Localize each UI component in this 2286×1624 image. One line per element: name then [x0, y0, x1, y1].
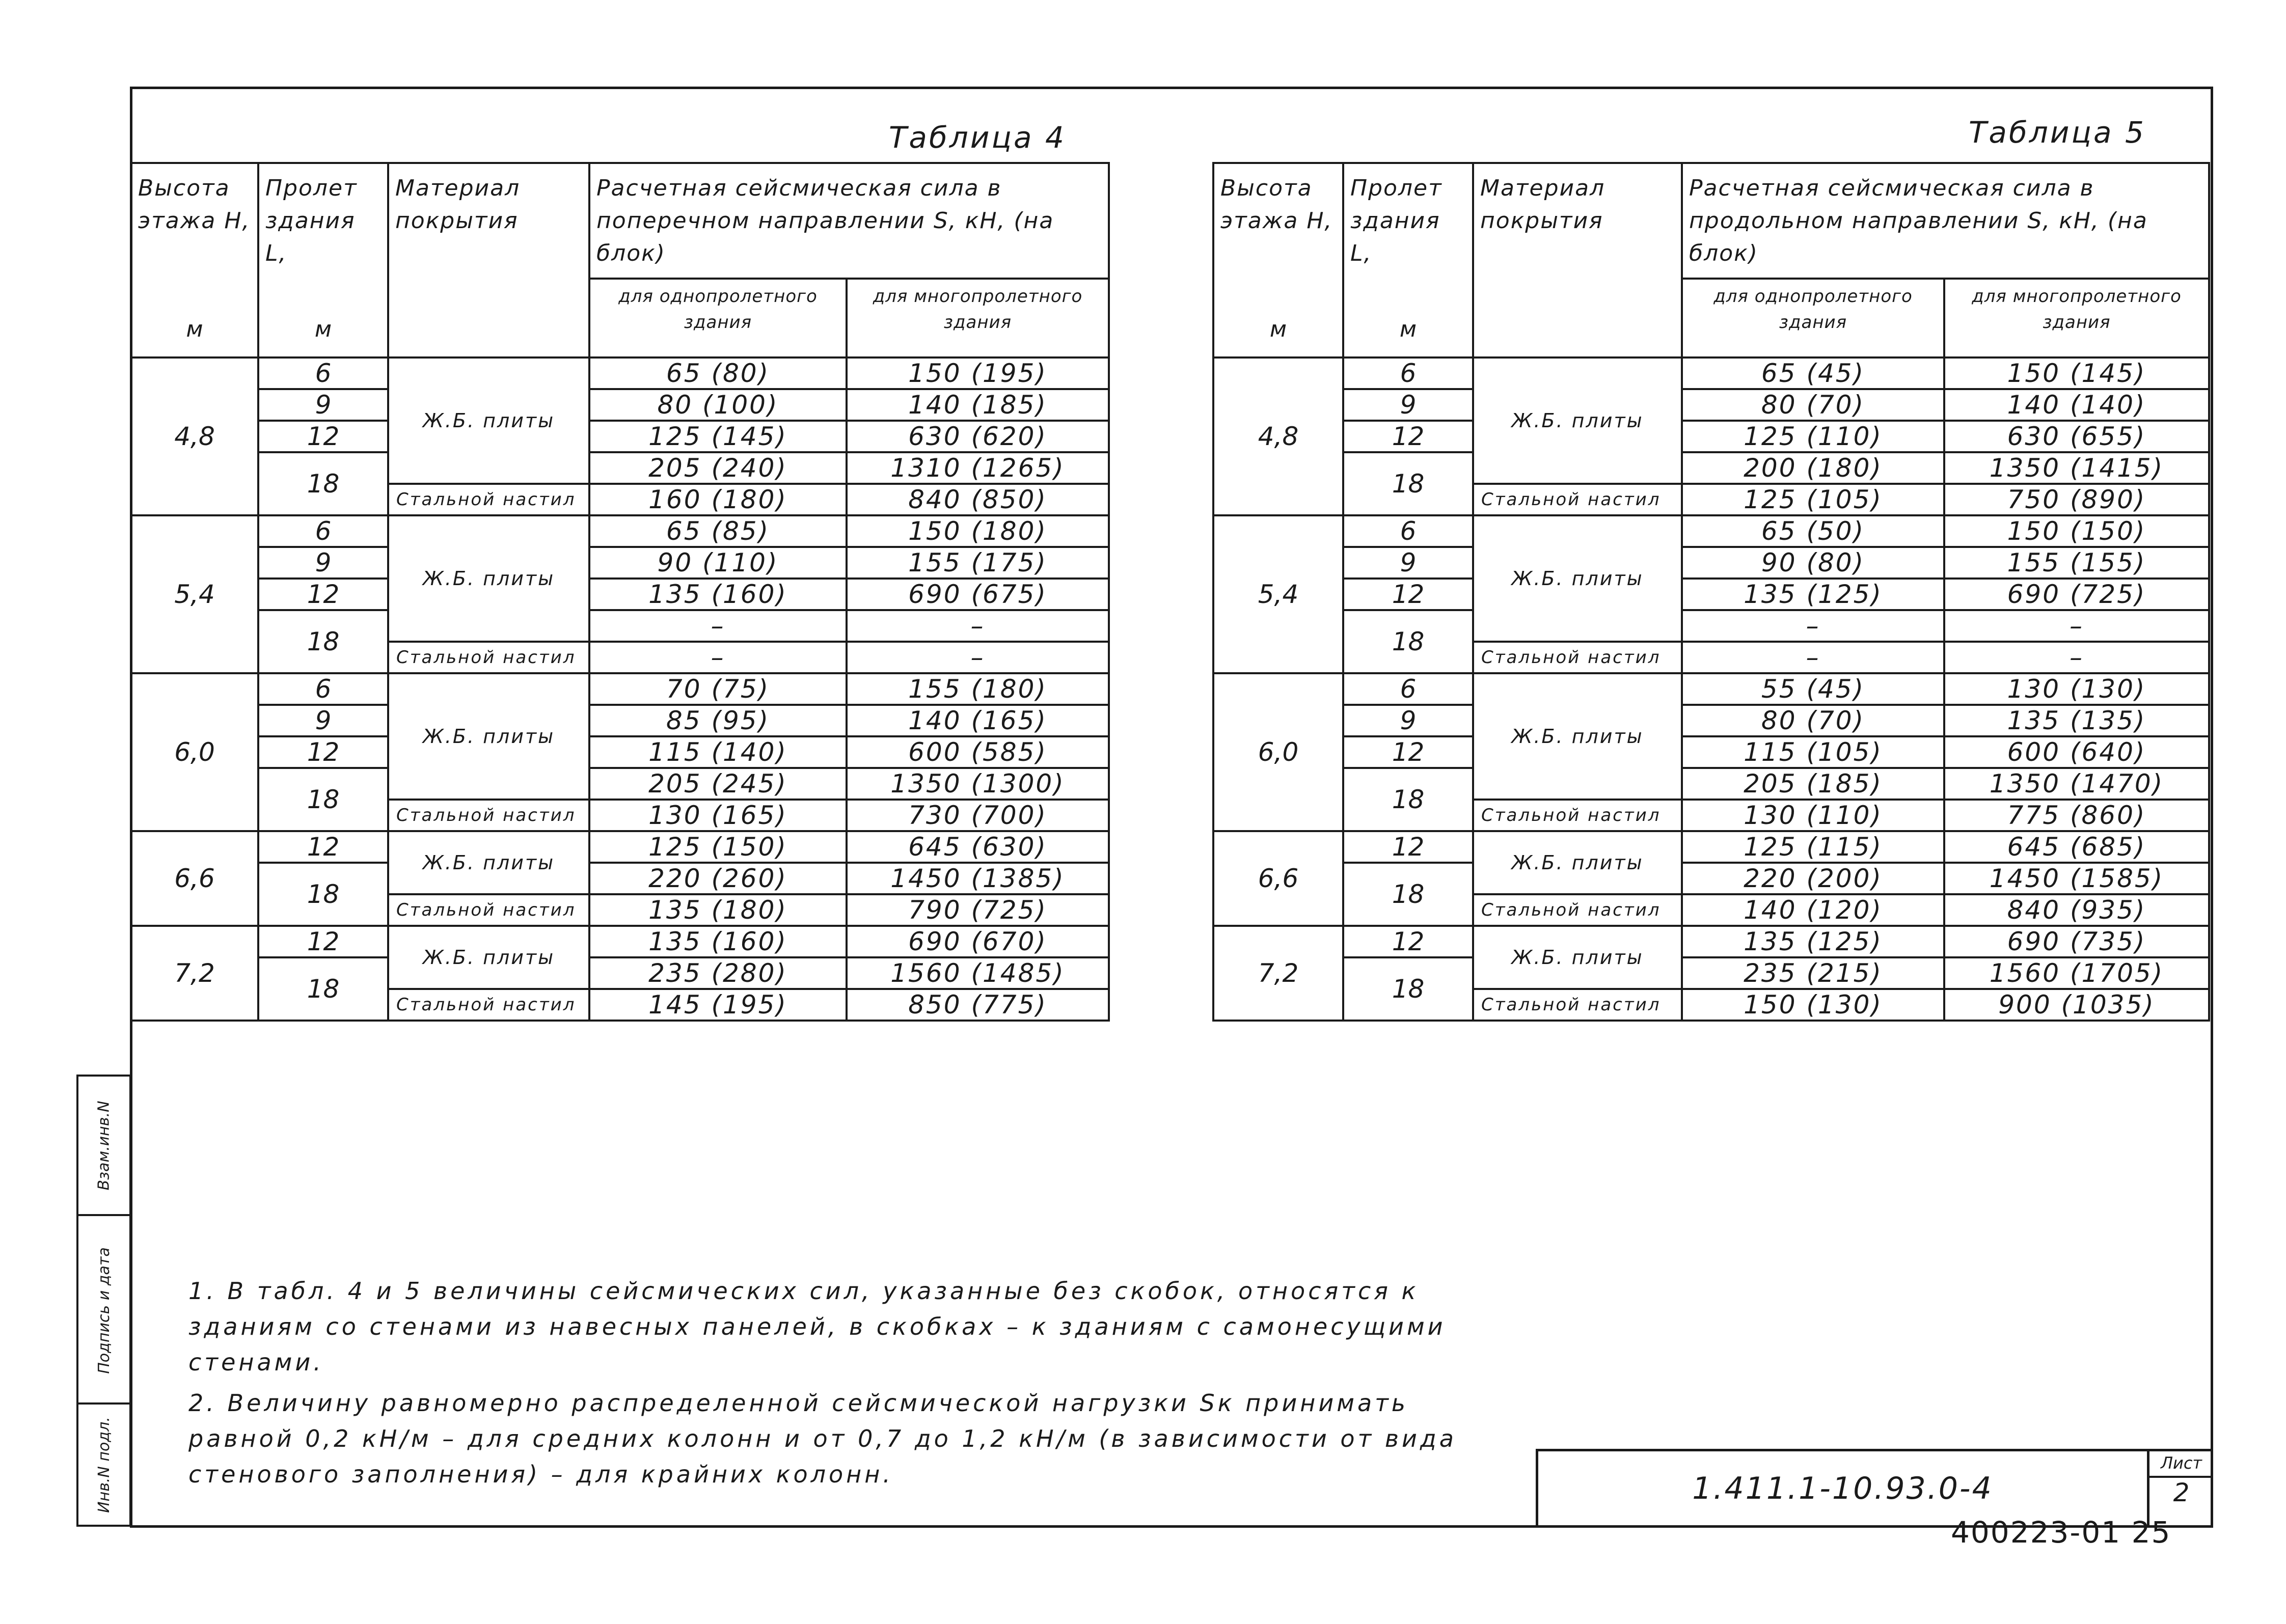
- t5-span: 9: [1343, 389, 1473, 421]
- t4-single-value: 205 (240): [589, 452, 847, 484]
- t5-multi-value: 130 (130): [1944, 673, 2209, 705]
- t4-row: [131, 768, 1109, 800]
- t4-multi-value: 150 (180): [847, 515, 1109, 547]
- t5-material: Ж.Б. плиты: [1473, 515, 1682, 642]
- t4-single-value: 205 (245): [589, 768, 847, 800]
- t5-span: 9: [1343, 547, 1473, 579]
- t5-single-value: 130 (110): [1682, 800, 1944, 831]
- t5-span: 12: [1343, 831, 1473, 863]
- t4-multi-value: 645 (630): [847, 831, 1109, 863]
- t5-single-value: 80 (70): [1682, 389, 1944, 421]
- t4-height-header: Высота этажа Н,: [131, 163, 258, 301]
- t4-row: [131, 863, 1109, 894]
- t5-multi-value: 645 (685): [1944, 831, 2209, 863]
- t5-material-header: Материал покрытия: [1473, 163, 1682, 357]
- t4-row: [131, 957, 1109, 989]
- t4-row: [131, 357, 1109, 389]
- t5-multi-value: 1350 (1470): [1944, 768, 2209, 800]
- t4-single-value: –: [589, 610, 847, 642]
- t4-multi-header: для многопролетного здания: [847, 279, 1109, 357]
- t4-span: 6: [258, 673, 388, 705]
- t5-multi-value: 900 (1035): [1944, 989, 2209, 1021]
- t5-span: 18: [1343, 610, 1473, 673]
- t4-material: Ж.Б. плиты: [388, 515, 589, 642]
- t4-span: 9: [258, 705, 388, 736]
- t4-span: 18: [258, 768, 388, 831]
- t4-single-value: 65 (80): [589, 357, 847, 389]
- title-block: [1536, 1449, 2211, 1525]
- t5-multi-value: 1350 (1415): [1944, 452, 2209, 484]
- table5-title: Таблица 5: [1969, 115, 2146, 150]
- t4-row: [131, 673, 1109, 705]
- t5-multi-value: 1450 (1585): [1944, 863, 2209, 894]
- sheet-label: Лист: [2149, 1453, 2213, 1478]
- t5-single-value: 65 (45): [1682, 357, 1944, 389]
- t4-single-value: 135 (180): [589, 894, 847, 926]
- t4-force-header: Расчетная сейсмическая сила в поперечном направлении S, кН, (на блок): [589, 163, 1109, 279]
- t5-row: [1213, 831, 2209, 863]
- t4-single-header: для однопролетного здания: [589, 279, 847, 357]
- t5-multi-value: 690 (725): [1944, 579, 2209, 610]
- t4-single-value: 145 (195): [589, 989, 847, 1021]
- t4-multi-value: 155 (180): [847, 673, 1109, 705]
- t4-row: [131, 736, 1109, 768]
- t5-single-value: 140 (120): [1682, 894, 1944, 926]
- t5-multi-value: 140 (140): [1944, 389, 2209, 421]
- t5-span: 18: [1343, 957, 1473, 1021]
- t5-single-value: 115 (105): [1682, 736, 1944, 768]
- t5-row: [1213, 547, 2209, 579]
- t4-single-value: 135 (160): [589, 579, 847, 610]
- t4-span: 12: [258, 736, 388, 768]
- t5-floor-height: 7,2: [1213, 926, 1343, 1021]
- side-stamp: [76, 1075, 131, 1527]
- t5-span: 18: [1343, 768, 1473, 831]
- t5-single-value: 205 (185): [1682, 768, 1944, 800]
- t5-multi-header: для многопролетного здания: [1944, 279, 2209, 357]
- t4-row: [131, 515, 1109, 547]
- t4-multi-value: 690 (670): [847, 926, 1109, 957]
- t5-span: 6: [1343, 357, 1473, 389]
- t5-span-header: Пролет здания L,: [1343, 163, 1473, 301]
- t4-multi-value: 630 (620): [847, 421, 1109, 452]
- t5-single-value: 125 (110): [1682, 421, 1944, 452]
- t5-span-unit: м: [1343, 301, 1473, 357]
- t5-multi-value: 155 (155): [1944, 547, 2209, 579]
- t4-single-value: 85 (95): [589, 705, 847, 736]
- side-cell-signature: Подпись и дата: [78, 1214, 129, 1405]
- t4-material-header: Материал покрытия: [388, 163, 589, 357]
- t4-row: [131, 579, 1109, 610]
- t5-multi-value: 840 (935): [1944, 894, 2209, 926]
- t5-single-value: 55 (45): [1682, 673, 1944, 705]
- table4-title: Таблица 4: [889, 120, 1066, 155]
- t5-span: 6: [1343, 673, 1473, 705]
- t5-material: Ж.Б. плиты: [1473, 357, 1682, 484]
- t4-single-value: 125 (145): [589, 421, 847, 452]
- t4-single-value: 220 (260): [589, 863, 847, 894]
- t5-row: [1213, 957, 2209, 989]
- t5-single-header: для однопролетного здания: [1682, 279, 1944, 357]
- t4-span: 6: [258, 357, 388, 389]
- t4-multi-value: –: [847, 642, 1109, 673]
- sheet-box: [2147, 1451, 2213, 1525]
- t4-floor-height: 5,4: [131, 515, 258, 673]
- t5-floor-height: 6,0: [1213, 673, 1343, 831]
- t5-row: [1213, 736, 2209, 768]
- t5-span: 18: [1343, 863, 1473, 926]
- t4-span: 18: [258, 610, 388, 673]
- t4-span: 9: [258, 547, 388, 579]
- t5-span: 9: [1343, 705, 1473, 736]
- inventory-number: 400223-01 25: [1951, 1515, 2171, 1550]
- t5-row: [1213, 579, 2209, 610]
- table4: [130, 162, 1110, 1022]
- t4-multi-value: 140 (165): [847, 705, 1109, 736]
- t5-multi-value: –: [1944, 610, 2209, 642]
- t5-span: 12: [1343, 926, 1473, 957]
- t4-row: [131, 452, 1109, 484]
- t5-multi-value: 150 (145): [1944, 357, 2209, 389]
- t4-multi-value: –: [847, 610, 1109, 642]
- t5-single-value: 220 (200): [1682, 863, 1944, 894]
- t5-row: [1213, 863, 2209, 894]
- t4-material: Ж.Б. плиты: [388, 926, 589, 989]
- t4-material: Ж.Б. плиты: [388, 831, 589, 894]
- t5-multi-value: 750 (890): [1944, 484, 2209, 515]
- t4-span-header: Пролет здания L,: [258, 163, 388, 301]
- t4-material: Стальной настил: [388, 642, 589, 673]
- note-1: 1. В табл. 4 и 5 величины сейсмических сил, указанные без скобок, относятся к зданиям со стенами из навесных панелей, в скобках – к зданиям с самонесущими стенами.: [188, 1277, 1446, 1376]
- sheet-number: 2: [2173, 1478, 2190, 1507]
- t5-multi-value: 600 (640): [1944, 736, 2209, 768]
- t5-row: [1213, 452, 2209, 484]
- t4-height-unit: м: [131, 301, 258, 357]
- t5-span: 18: [1343, 452, 1473, 515]
- t5-single-value: 200 (180): [1682, 452, 1944, 484]
- t4-row: [131, 389, 1109, 421]
- t5-row: [1213, 421, 2209, 452]
- t4-multi-value: 600 (585): [847, 736, 1109, 768]
- t5-single-value: 135 (125): [1682, 926, 1944, 957]
- t5-multi-value: 690 (735): [1944, 926, 2209, 957]
- t4-row: [131, 547, 1109, 579]
- t4-span: 12: [258, 421, 388, 452]
- t4-row: [131, 705, 1109, 736]
- t5-row: [1213, 673, 2209, 705]
- t4-span: 12: [258, 926, 388, 957]
- t5-material: Ж.Б. плиты: [1473, 673, 1682, 800]
- t5-floor-height: 4,8: [1213, 357, 1343, 515]
- t5-single-value: 150 (130): [1682, 989, 1944, 1021]
- t4-material: Стальной настил: [388, 484, 589, 515]
- t5-single-value: 125 (105): [1682, 484, 1944, 515]
- t5-multi-value: 135 (135): [1944, 705, 2209, 736]
- t5-material: Стальной настил: [1473, 484, 1682, 515]
- t4-span: 9: [258, 389, 388, 421]
- t5-row: [1213, 926, 2209, 957]
- t4-row: [131, 926, 1109, 957]
- t4-row: [131, 610, 1109, 642]
- t4-multi-value: 1350 (1300): [847, 768, 1109, 800]
- t4-single-value: 135 (160): [589, 926, 847, 957]
- t4-span: 12: [258, 579, 388, 610]
- t4-span: 18: [258, 863, 388, 926]
- t4-multi-value: 1450 (1385): [847, 863, 1109, 894]
- t5-height-unit: м: [1213, 301, 1343, 357]
- t4-floor-height: 6,6: [131, 831, 258, 926]
- t5-material: Стальной настил: [1473, 642, 1682, 673]
- t5-material: Стальной настил: [1473, 894, 1682, 926]
- t5-span: 6: [1343, 515, 1473, 547]
- t4-single-value: 235 (280): [589, 957, 847, 989]
- side-cell-original-inv: Инв.N подл.: [78, 1402, 129, 1525]
- t4-row: [131, 831, 1109, 863]
- t5-height-header: Высота этажа Н,: [1213, 163, 1343, 301]
- t4-single-value: 130 (165): [589, 800, 847, 831]
- t5-single-value: 125 (115): [1682, 831, 1944, 863]
- t5-material: Ж.Б. плиты: [1473, 926, 1682, 989]
- t5-multi-value: 1560 (1705): [1944, 957, 2209, 989]
- t5-floor-height: 5,4: [1213, 515, 1343, 673]
- t4-span: 6: [258, 515, 388, 547]
- t4-material: Стальной настил: [388, 800, 589, 831]
- t5-multi-value: 630 (655): [1944, 421, 2209, 452]
- t4-multi-value: 690 (675): [847, 579, 1109, 610]
- t4-span-unit: м: [258, 301, 388, 357]
- t5-span: 12: [1343, 421, 1473, 452]
- t5-material: Стальной настил: [1473, 800, 1682, 831]
- t4-material: Стальной настил: [388, 989, 589, 1021]
- t4-single-value: 70 (75): [589, 673, 847, 705]
- t5-floor-height: 6,6: [1213, 831, 1343, 926]
- t4-material: Ж.Б. плиты: [388, 357, 589, 484]
- t5-force-header: Расчетная сейсмическая сила в продольном направлении S, кН, (на блок): [1682, 163, 2209, 279]
- t4-single-value: 65 (85): [589, 515, 847, 547]
- t5-row: [1213, 357, 2209, 389]
- t5-multi-value: 775 (860): [1944, 800, 2209, 831]
- t5-row: [1213, 515, 2209, 547]
- t4-multi-value: 150 (195): [847, 357, 1109, 389]
- t4-single-value: 80 (100): [589, 389, 847, 421]
- notes: [188, 1273, 1462, 1497]
- t5-single-value: 90 (80): [1682, 547, 1944, 579]
- t4-span: 18: [258, 452, 388, 515]
- t5-single-value: 235 (215): [1682, 957, 1944, 989]
- note-2: 2. Величину равномерно распределенной сейсмической нагрузки Sк принимать равной 0,2 кН/м – для средних колонн и от 0,7 до 1,2 кН/м (в зависимости от вида стенового заполнения) – для крайних колонн.: [188, 1389, 1457, 1488]
- t4-single-value: 115 (140): [589, 736, 847, 768]
- t5-single-value: 65 (50): [1682, 515, 1944, 547]
- t4-multi-value: 840 (850): [847, 484, 1109, 515]
- t5-single-value: –: [1682, 642, 1944, 673]
- t5-single-value: 135 (125): [1682, 579, 1944, 610]
- t5-row: [1213, 610, 2209, 642]
- t4-multi-value: 1560 (1485): [847, 957, 1109, 989]
- t5-row: [1213, 705, 2209, 736]
- t4-span: 12: [258, 831, 388, 863]
- t4-floor-height: 4,8: [131, 357, 258, 515]
- t4-span: 18: [258, 957, 388, 1021]
- t4-row: [131, 421, 1109, 452]
- t4-single-value: 125 (150): [589, 831, 847, 863]
- t4-single-value: 90 (110): [589, 547, 847, 579]
- t5-multi-value: 150 (150): [1944, 515, 2209, 547]
- t4-material: Ж.Б. плиты: [388, 673, 589, 800]
- t4-multi-value: 1310 (1265): [847, 452, 1109, 484]
- t5-multi-value: –: [1944, 642, 2209, 673]
- t4-multi-value: 155 (175): [847, 547, 1109, 579]
- t5-single-value: –: [1682, 610, 1944, 642]
- t5-span: 12: [1343, 579, 1473, 610]
- t4-single-value: 160 (180): [589, 484, 847, 515]
- t5-span: 12: [1343, 736, 1473, 768]
- t5-material: Стальной настил: [1473, 989, 1682, 1021]
- side-cell-replaced-inv: Взам.инв.N: [95, 1100, 113, 1190]
- t5-single-value: 80 (70): [1682, 705, 1944, 736]
- t4-multi-value: 790 (725): [847, 894, 1109, 926]
- t4-material: Стальной настил: [388, 894, 589, 926]
- t4-floor-height: 6,0: [131, 673, 258, 831]
- t5-material: Ж.Б. плиты: [1473, 831, 1682, 894]
- table5: [1212, 162, 2210, 1022]
- t4-multi-value: 140 (185): [847, 389, 1109, 421]
- t4-floor-height: 7,2: [131, 926, 258, 1021]
- t4-multi-value: 850 (775): [847, 989, 1109, 1021]
- t5-row: [1213, 389, 2209, 421]
- t4-multi-value: 730 (700): [847, 800, 1109, 831]
- t4-single-value: –: [589, 642, 847, 673]
- document-code: 1.411.1-10.93.0-4: [1692, 1470, 1993, 1506]
- t5-row: [1213, 768, 2209, 800]
